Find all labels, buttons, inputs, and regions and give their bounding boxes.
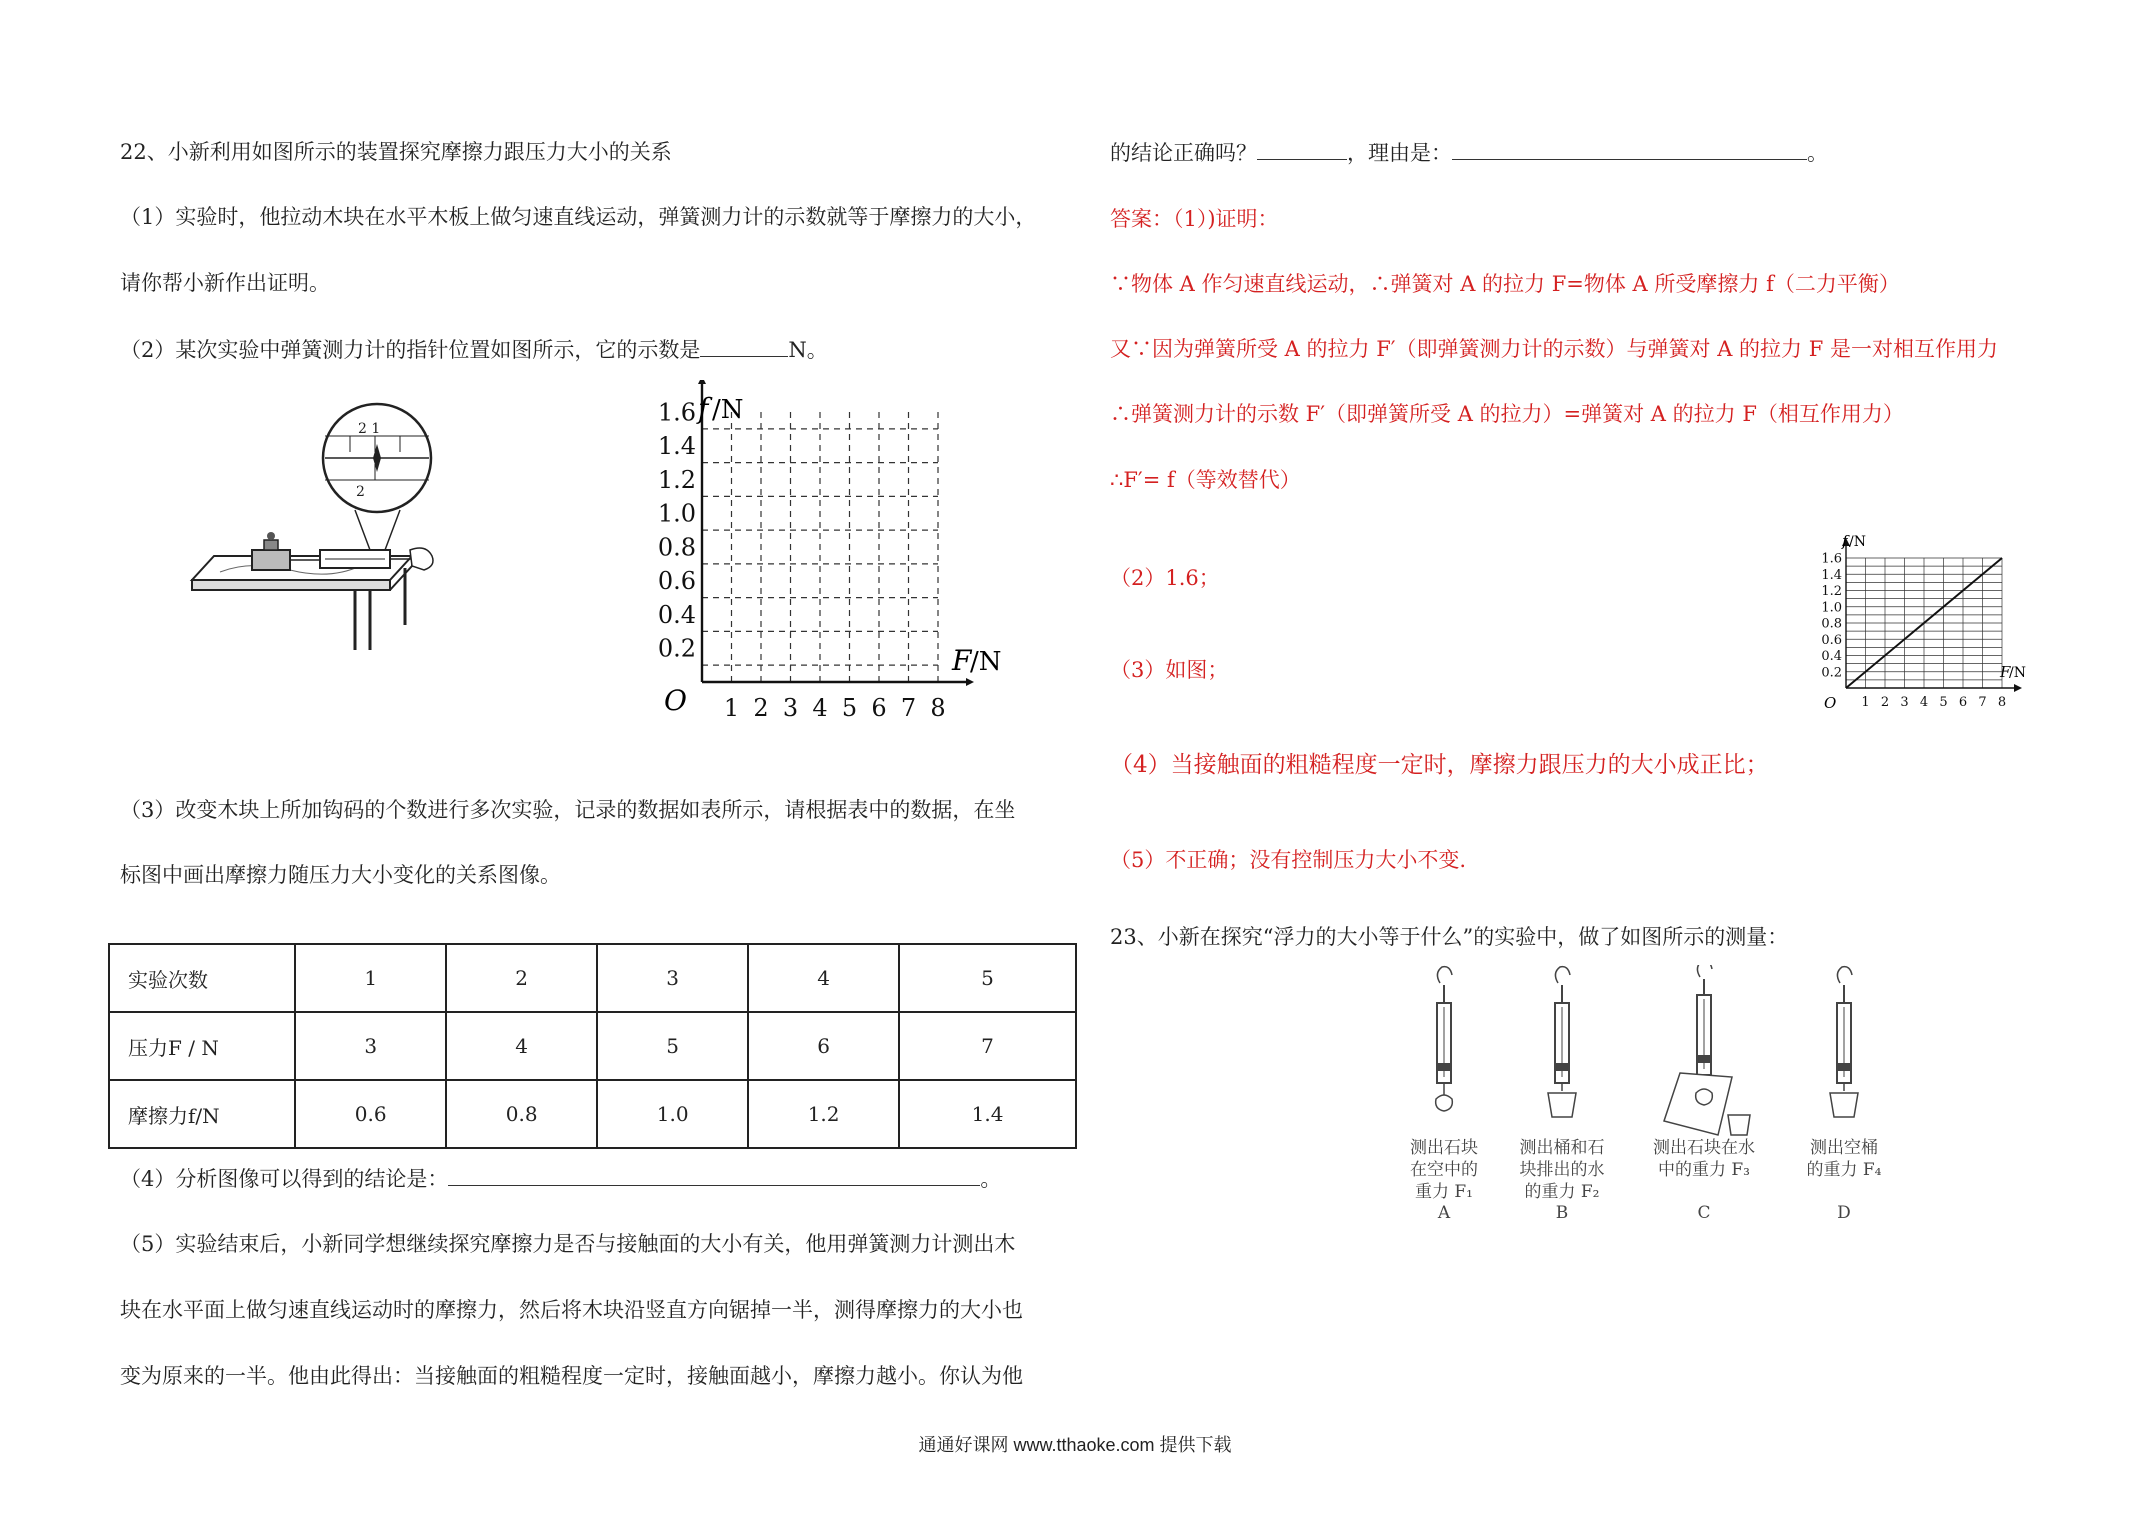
x-tick-label: 3 [1900,695,1909,710]
y-tick-label: 0.2 [657,634,696,663]
x-tick-label: 6 [871,694,887,722]
q23-caption-letter: C [1697,1203,1711,1223]
q22-title: 22、小新利用如图所示的装置探究摩擦力跟压力大小的关系 [120,140,672,164]
x-tick-label: 5 [1939,695,1948,710]
table-cell: 5 [899,944,1076,1012]
blank-graph-y-ticks [658,398,696,662]
answer-graph-origin: O [1824,694,1837,712]
gauge-bottom-tick: 2 [356,484,365,500]
table-row-header: 压力F / N [109,1012,295,1080]
table-cell: 7 [899,1012,1076,1080]
q23-caption-line: 测出空桶 [1810,1138,1878,1158]
y-tick-label: 1.6 [1821,551,1842,567]
y-tick-label: 0.8 [1821,616,1842,632]
answer-graph-y-label-f: f [1842,532,1848,550]
y-tick-label: 1.4 [657,432,696,461]
table-cell: 1.2 [748,1080,899,1148]
q22-part2-text: （2）某次实验中弹簧测力计的指针位置如图所示，它的示数是 [120,338,701,362]
table-cell: 3 [295,1012,446,1080]
answer-proof-line2: 又∵因为弹簧所受 A 的拉力 F′（即弹簧测力计的示数）与弹簧对 A 的拉力 F 是一对相互作用力 [1110,337,1998,361]
answer-blank-conclusion[interactable] [448,1163,980,1186]
x-tick-label: 4 [1919,695,1929,710]
table-cell: 1.0 [597,1080,748,1148]
y-tick-label: 1.4 [1821,567,1842,583]
y-tick-label: 0.6 [657,567,696,596]
q23-caption [1784,1137,1904,1223]
table-cell: 4 [446,1012,597,1080]
x-tick-label: 1 [1861,695,1870,710]
answer-graph-y-ticks [1821,552,1842,681]
table-row [109,1012,1076,1080]
answer-blank-reason[interactable] [1452,137,1807,160]
answer-proof-line3: ∴弹簧测力计的示数 F′（即弹簧所受 A 的拉力）=弹簧对 A 的拉力 F（相互作用力） [1110,402,1904,426]
answer-blank-correct[interactable] [1257,137,1347,160]
table-cell: 4 [748,944,899,1012]
x-tick-label: 4 [812,694,828,722]
q22-part5-reason-label: ，理由是： [1347,141,1452,165]
q22-part5-line1: （5）实验结束后，小新同学想继续探究摩擦力是否与接触面的大小有关，他用弹簧测力计测出木 [120,1232,1016,1256]
q23-caption-line: 中的重力 F₃ [1657,1160,1750,1180]
spring-scale-apparatus-figure [180,400,480,660]
table-cell: 5 [597,1012,748,1080]
q22-part1-line1: （1）实验时，他拉动木块在水平木板上做匀速直线运动，弹簧测力计的示数就等于摩擦力的大小， [120,205,1037,229]
answer-part3: （3）如图； [1110,658,1229,682]
page-footer: 通通好课网 www.tthaoke.com 提供下载 [918,1435,1232,1455]
blank-graph-x-label-unit: /N [970,647,1002,677]
table-cell: 3 [597,944,748,1012]
answer-part5: （5）不正确；没有控制压力大小不变. [1110,848,1467,872]
q22-part4 [120,1163,1001,1194]
q22-part5-end: 。 [1807,141,1828,165]
blank-coordinate-graph[interactable] [640,380,1020,730]
y-tick-label: 1.0 [1821,600,1842,616]
scale-c-stone-in-water [1664,965,1750,1135]
answer-graph-x-label-F: F [2000,663,2011,681]
scale-a-stone-in-air [1436,967,1453,1111]
table-cell: 6 [748,1012,899,1080]
blank-graph-y-label-f: f [698,392,709,425]
answer-blank-reading[interactable] [700,334,788,357]
x-tick-label: 6 [1958,695,1968,710]
x-tick-label: 7 [1978,695,1987,710]
q22-part5-question: 的结论正确吗？ [1110,141,1257,165]
q23-caption-line: 在空中的 [1410,1160,1478,1180]
q23-caption-line: 测出石块在水 [1653,1138,1755,1158]
answer-part4: （4）当接触面的粗糙程度一定时，摩擦力跟压力的大小成正比； [1110,752,1769,778]
q22-part5-line2: 块在水平面上做匀速直线运动时的摩擦力，然后将木块沿竖直方向锯掉一半，测得摩擦力的大小也 [120,1298,1023,1322]
q22-part1-line2: 请你帮小新作出证明。 [120,271,330,295]
q22-part2 [120,334,828,365]
y-tick-label: 1.0 [657,499,696,528]
q22-part5-continuation [1110,137,1828,168]
y-tick-label: 1.2 [1821,584,1842,600]
table-cell: 1.4 [899,1080,1076,1148]
q23-caption [1644,1137,1764,1223]
blank-graph-x-ticks [724,694,946,722]
q23-caption-line: 的重力 F₂ [1524,1182,1600,1202]
answer-graph-x-label-unit: /N [2009,665,2026,681]
y-tick-label: 0.8 [657,533,696,562]
y-tick-label: 0.2 [1821,665,1842,681]
q22-part3-line1: （3）改变木块上所加钩码的个数进行多次实验，记录的数据如表所示，请根据表中的数据，在坐 [120,798,1016,822]
table-row [109,944,1076,1012]
table-cell: 1 [295,944,446,1012]
x-axis-arrow [966,678,974,686]
q23-caption-letter: B [1555,1203,1569,1223]
blank-graph-grid [702,412,938,682]
q23-caption [1384,1137,1504,1223]
x-tick-label: 7 [900,694,917,722]
x-tick-label: 8 [930,694,946,722]
y-tick-label: 0.4 [1821,649,1842,665]
answer-part2: （2）1.6； [1110,566,1220,590]
x-tick-label: 8 [1997,695,2007,710]
q23-caption [1502,1137,1622,1223]
blank-graph-origin: O [664,684,687,717]
y-tick-label: 1.2 [657,465,696,494]
table-cell: 0.6 [295,1080,446,1148]
table-cell: 2 [446,944,597,1012]
x-tick-label: 2 [1880,695,1890,710]
q23-caption-line: 块排出的水 [1519,1160,1605,1180]
blank-graph-x-label-F: F [952,644,972,677]
blank-graph-axes [698,380,974,686]
scale-d-empty-bucket [1830,967,1858,1117]
x-tick-label: 1 [723,694,740,722]
x-axis-arrow [2014,684,2022,692]
y-tick-label: 1.6 [657,398,696,427]
q23-title: 23、小新在探究“浮力的大小等于什么”的实验中，做了如图所示的测量： [1110,925,1789,949]
q23-caption-letter: D [1837,1203,1851,1223]
gauge-top-ticks: 2 1 [358,421,381,437]
q23-caption-line: 的重力 F₄ [1806,1160,1882,1180]
table-cell: 0.8 [446,1080,597,1148]
data-table [108,943,1077,1149]
table-row-header: 摩擦力f/N [109,1080,295,1148]
answer-heading: 答案：（1）)证明： [1110,207,1279,231]
q22-part5-line3: 变为原来的一半。他由此得出：当接触面的粗糙程度一定时，接触面越小，摩擦力越小。你认为他 [120,1364,1023,1388]
q23-caption-letter: A [1437,1203,1451,1223]
q23-caption-line: 测出桶和石 [1519,1138,1605,1158]
table-row-header: 实验次数 [109,944,295,1012]
answer-graph-y-label-unit: /N [1849,534,1866,550]
scale-b-bucket-with-water [1548,967,1576,1117]
q22-part3-line2: 标图中画出摩擦力随压力大小变化的关系图像。 [120,863,561,887]
x-tick-label: 5 [841,694,858,722]
q22-part4-text: （4）分析图像可以得到的结论是： [120,1167,449,1191]
q22-part2-unit: N。 [788,338,828,362]
y-axis-arrow [698,380,706,384]
answer-proof-line4: ∴F′= f（等效替代） [1110,468,1301,492]
buoyancy-experiment-figure [1380,965,1900,1145]
table-row [109,1080,1076,1148]
answer-proof-line1: ∵物体 A 作匀速直线运动，∴弹簧对 A 的拉力 F=物体 A 所受摩擦力 f（二力平衡） [1110,272,1900,296]
q23-caption-line: 重力 F₁ [1414,1182,1473,1202]
blank-graph-y-label-unit: /N [712,395,744,425]
answer-graph [1810,530,2040,720]
y-tick-label: 0.6 [1821,632,1842,648]
answer-graph-x-ticks [1861,695,2006,710]
q22-part4-end: 。 [980,1167,1002,1191]
x-tick-label: 3 [782,694,799,722]
y-tick-label: 0.4 [657,600,696,629]
q23-caption-line: 测出石块 [1410,1138,1478,1158]
x-tick-label: 2 [753,694,769,722]
